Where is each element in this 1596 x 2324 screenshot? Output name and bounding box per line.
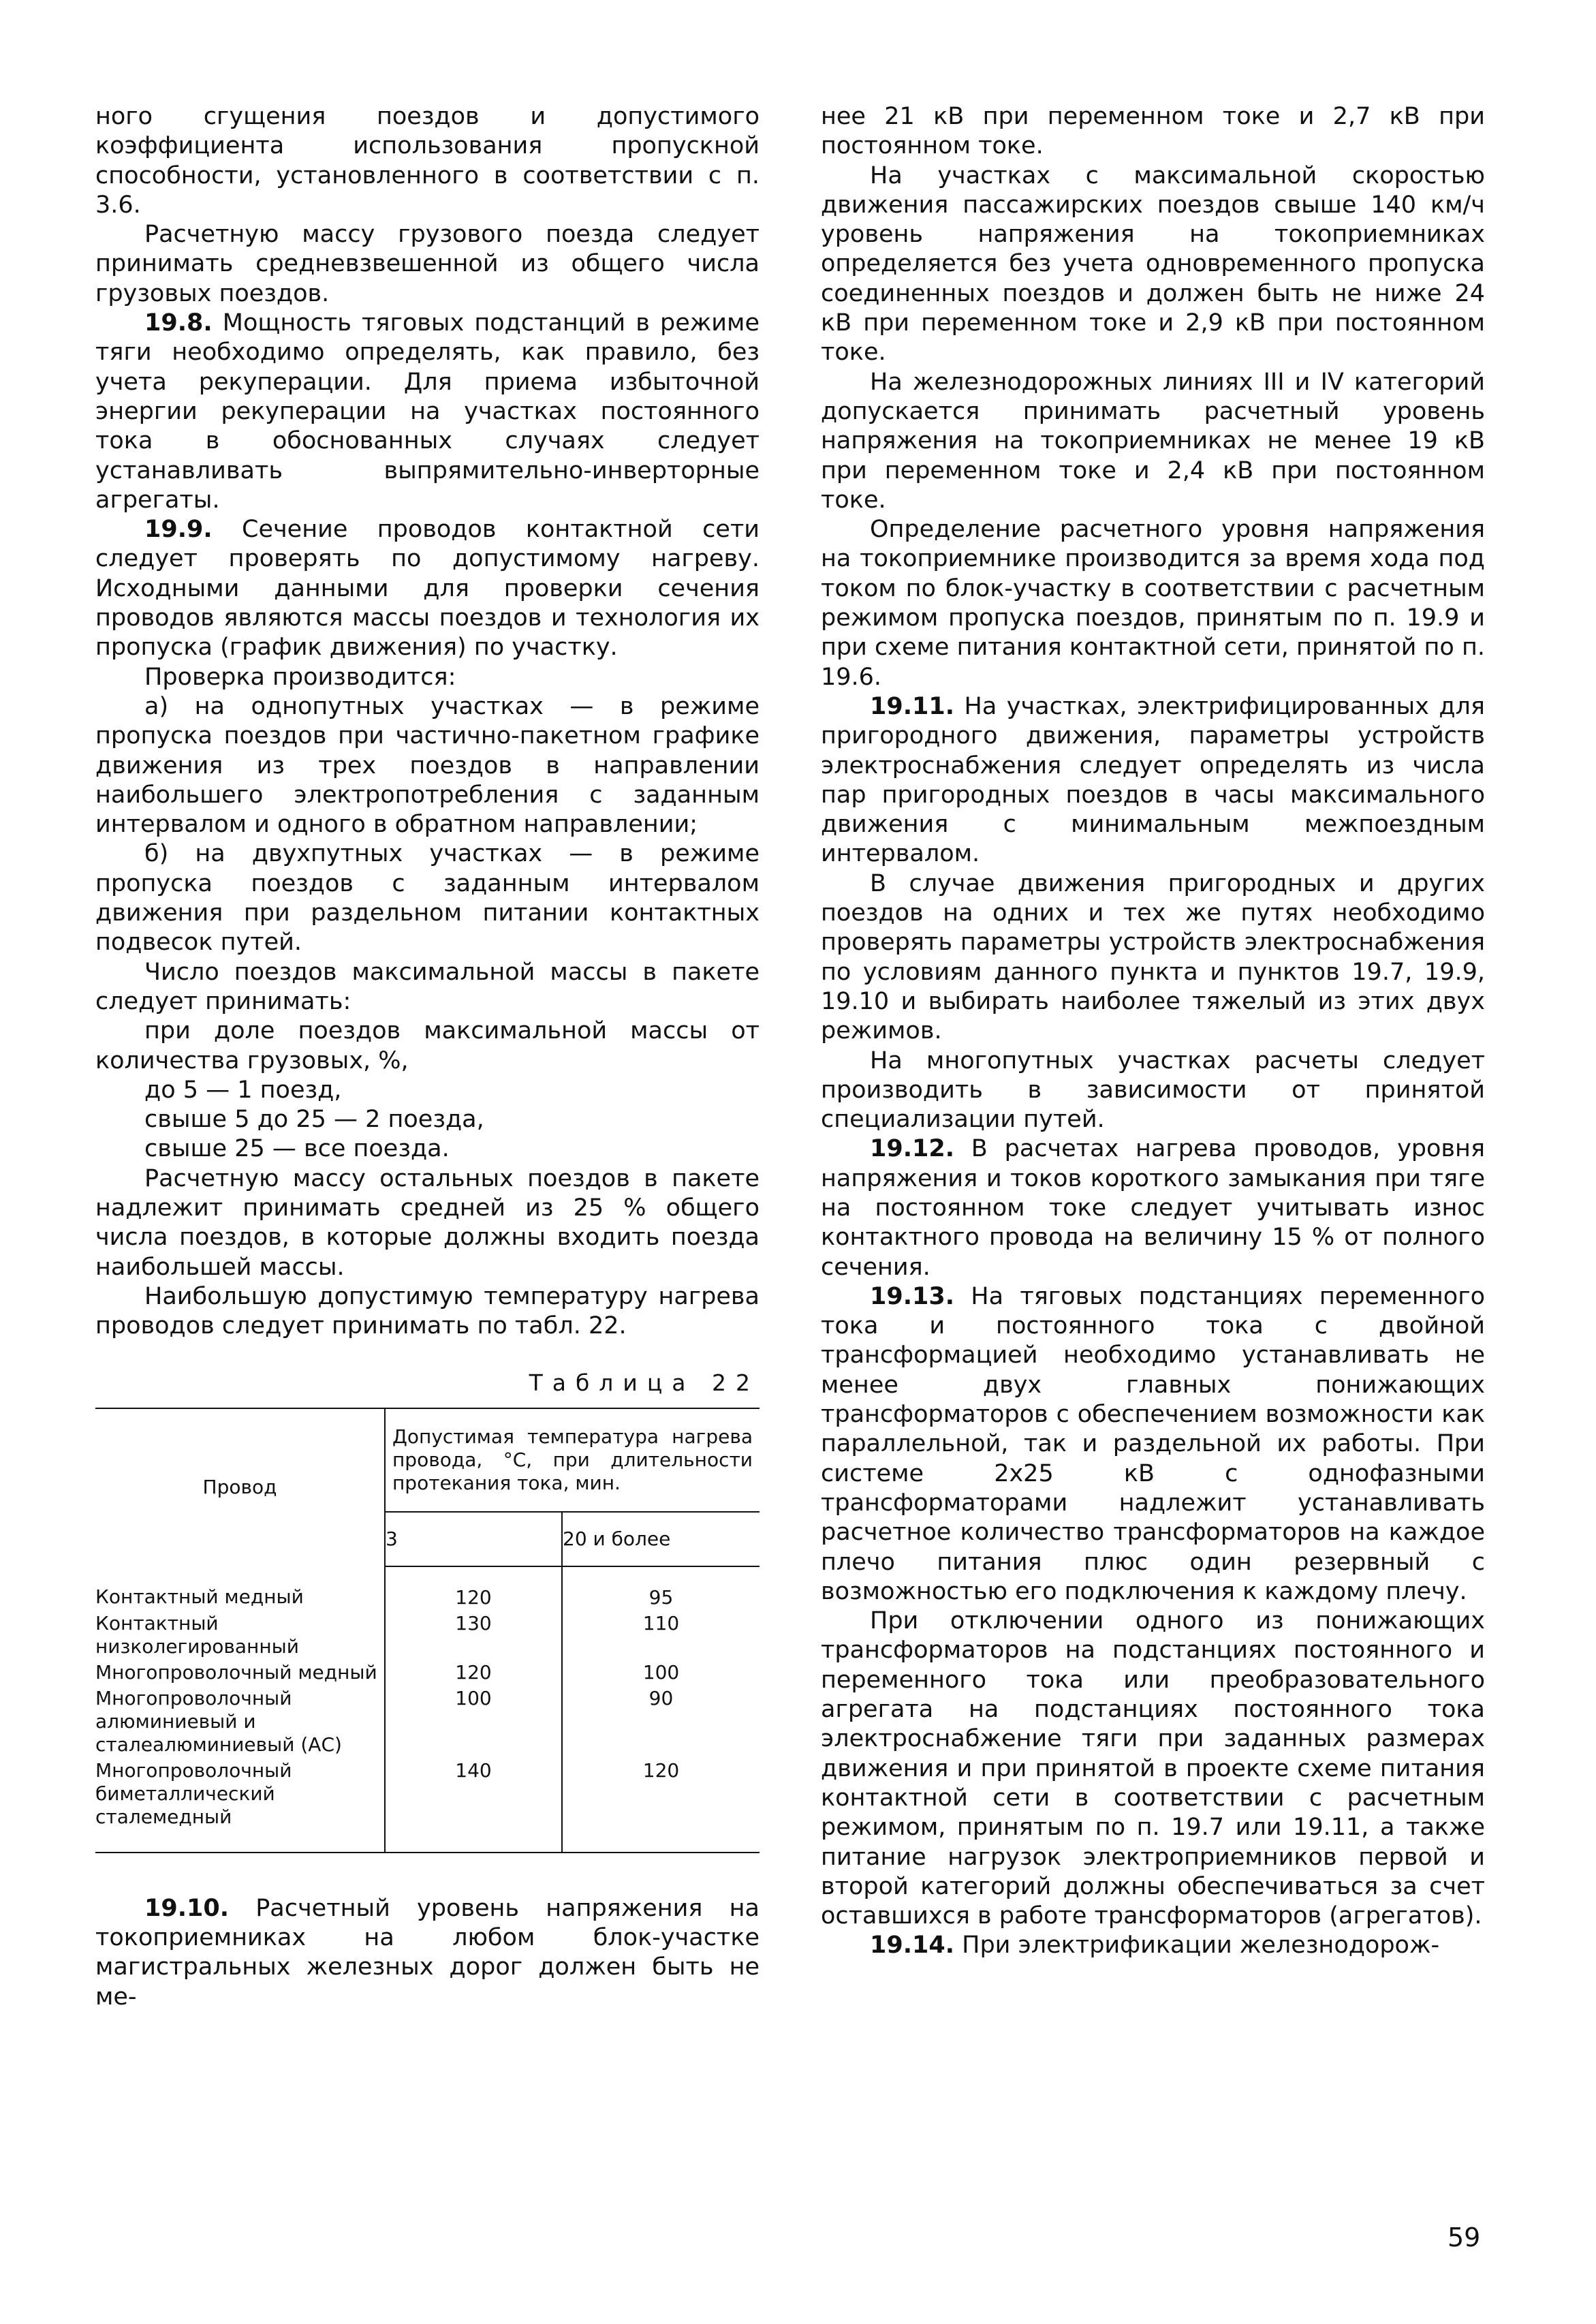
table-row: [95, 1758, 760, 1853]
table-row: [95, 1566, 760, 1611]
clause-19-12: [821, 1134, 1485, 1282]
temp-20: 90: [648, 1686, 674, 1709]
clause-text: Сечение проводов контактной сети следует проверять по допустимому нагреву. Исходными данными для проверки сечения проводов являются массы поездов и технология их пропуска (график движения) по участку.: [95, 516, 760, 662]
list-item: свыше 5 до 25 — 2 поезда,: [144, 1106, 484, 1134]
clause-text: При электрификации железнодорож-: [954, 1932, 1440, 1959]
clause-19-14: [821, 1931, 1485, 1960]
paragraph: Проверка производится:: [144, 663, 456, 691]
temp-3: 140: [385, 1758, 562, 1853]
paragraph: нее 21 кВ при переменном токе и 2,7 кВ при постоянном токе.: [821, 103, 1485, 160]
clause-text: В расчетах нагрева проводов, уровня напряжения и токов короткого замыкания при тяге на постоянном токе следует учитывать износ контактного провода на величину 15 % от полного сечения.: [821, 1135, 1485, 1281]
clause-number: 19.10.: [144, 1894, 230, 1922]
clause-number: 19.14.: [870, 1932, 955, 1959]
temp-20: 100: [642, 1660, 680, 1684]
wire-name: Многопроволочный медный: [95, 1660, 377, 1684]
clause-number: 19.8.: [144, 309, 213, 337]
temp-3: 100: [385, 1686, 562, 1758]
clause-number: 19.9.: [144, 516, 213, 544]
paragraph: Число поездов максимальной массы в пакете следует принимать:: [95, 958, 760, 1015]
clause-19-8: [95, 309, 760, 515]
column-header-3min: 3: [385, 1512, 562, 1566]
table-row: [95, 1660, 760, 1686]
temp-3: 120: [385, 1566, 562, 1611]
clause-number: 19.12.: [870, 1135, 955, 1163]
clause-text: Расчетный уровень напряжения на токоприемниках на любом блок-участке магистральных железных дорог должен быть не ме-: [95, 1894, 760, 2011]
paragraph: На участках с максимальной скоростью движения пассажирских поездов свыше 140 км/ч уровень напряжения на токоприемниках определяется без учета одновременного пропуска соединенных поездов и должен быть не ниже 24 кВ при переменном токе и 2,9 кВ при постоянном токе.: [821, 161, 1485, 367]
wire-name: Многопроволочный алюминиевый и сталеалюминиевый (АС): [95, 1686, 342, 1756]
left-column: [95, 102, 760, 2012]
list-item: свыше 25 — все поезда.: [144, 1135, 450, 1163]
temp-3: 120: [385, 1660, 562, 1686]
clause-number: 19.13.: [870, 1282, 955, 1310]
paragraph: Расчетную массу остальных поездов в пакете надлежит принимать средней из 25 % общего числа поездов, в которые должны входить поезда наибольшей массы.: [95, 1164, 760, 1281]
clause-text: Мощность тяговых подстанций в режиме тяги необходимо определять, как правило, без учета рекуперации. Для приема избыточной энергии рекуперации на участках постоянного тока в обоснованных случаях следует устанавливать выпрямительно-инверторные агрегаты.: [95, 309, 760, 514]
clause-19-11: [821, 692, 1485, 869]
column-header-temperature: Допустимая температура нагрева провода, °С, при длительности протекания тока, мин.: [385, 1408, 760, 1512]
clause-19-13: [821, 1282, 1485, 1607]
column-header-wire: Провод: [95, 1408, 385, 1566]
table-22: [95, 1408, 760, 1853]
clause-19-10: [95, 1894, 760, 2012]
paragraph: Определение расчетного уровня напряжения на токоприемнике производится за время хода под током по блок-участку в соответствии с расчетным режимом пропуска поездов, принятым по п. 19.9 и при схеме питания контактной сети, принятой по п. 19.6.: [821, 516, 1485, 691]
paragraph: На многопутных участках расчеты следует производить в зависимости от принятой специализации путей.: [821, 1047, 1485, 1134]
paragraph: Наибольшую допустимую температуру нагрева проводов следует принимать по табл. 22.: [95, 1282, 760, 1340]
paragraph: б) на двухпутных участках — в режиме пропуска поездов с заданным интервалом движения при раздельном питании контактных подвесок путей.: [95, 840, 760, 957]
paragraph: На железнодорожных линиях III и IV категорий допускается принимать расчетный уровень напряжения на токоприемниках не менее 19 кВ при переменном токе и 2,4 кВ при постоянном токе.: [821, 368, 1485, 514]
paragraph: ного сгущения поездов и допустимого коэффициента использования пропускной способности, установленного в соответствии с п. 3.6.: [95, 103, 760, 219]
temp-20: 95: [648, 1585, 674, 1609]
wire-name: Контактный низколегированный: [95, 1611, 299, 1658]
clause-text: На тяговых подстанциях переменного тока и постоянного тока с двойной трансформацией необходимо устанавливать не менее двух главных понижающих трансформаторов с обеспечением возможности как параллельной, так и раздельной их работы. При системе 2х25 кВ с однофазными трансформаторами надлежит устанавливать расчетное количество трансформаторов на каждое плечо питания плюс один резервный с возможностью его подключения к каждому плечу.: [821, 1282, 1485, 1605]
table-row: [95, 1611, 760, 1660]
clause-number: 19.11.: [870, 692, 955, 720]
temp-20: 120: [562, 1758, 760, 1853]
list-item: до 5 — 1 поезд,: [144, 1076, 342, 1104]
paragraph: Расчетную массу грузового поезда следует принимать средневзвешенной из общего числа грузовых поездов.: [95, 221, 760, 307]
paragraph: при доле поездов максимальной массы от количества грузовых, %,: [95, 1017, 760, 1074]
table-caption: Таблица 22: [529, 1369, 760, 1397]
temp-20: 110: [642, 1611, 680, 1634]
temp-3: 130: [385, 1611, 562, 1660]
clause-19-9: [95, 515, 760, 662]
paragraph: а) на однопутных участках — в режиме пропуска поездов при частично-пакетном графике движения из трех поездов в направлении наибольшего электропотребления с заданным интервалом и одного в обратном направлении;: [95, 692, 760, 839]
page-number: 59: [1448, 2222, 1481, 2252]
wire-name: Многопроволочный биметаллический сталемедный: [95, 1758, 385, 1853]
table-row: [95, 1686, 760, 1758]
column-header-20min: 20 и более: [562, 1512, 760, 1566]
paragraph: При отключении одного из понижающих трансформаторов на подстанциях постоянного и переменного тока или преобразовательного агрегата на подстанциях постоянного тока электроснабжение тяги при заданных размерах движения и при принятой в проекте схеме питания контактной сети в соответствии с расчетным режимом, принятым по п. 19.7 или 19.11, а также питание нагрузок электроприемников первой и второй категорий должны обеспечиваться за счет оставшихся в работе трансформаторов (агрегатов).: [821, 1607, 1485, 1930]
right-column: [821, 102, 1485, 1961]
clause-text: На участках, электрифицированных для пригородного движения, параметры устройств электроснабжения следует определять из числа пар пригородных поездов в часы максимального движения с минимальным межпоездным интервалом.: [821, 692, 1485, 868]
wire-name: Контактный медный: [95, 1585, 304, 1608]
paragraph: В случае движения пригородных и других поездов на одних и тех же путях необходимо проверять параметры устройств электроснабжения по условиям данного пункта и пунктов 19.7, 19.9, 19.10 и выбирать наиболее тяжелый из этих двух режимов.: [821, 869, 1485, 1045]
